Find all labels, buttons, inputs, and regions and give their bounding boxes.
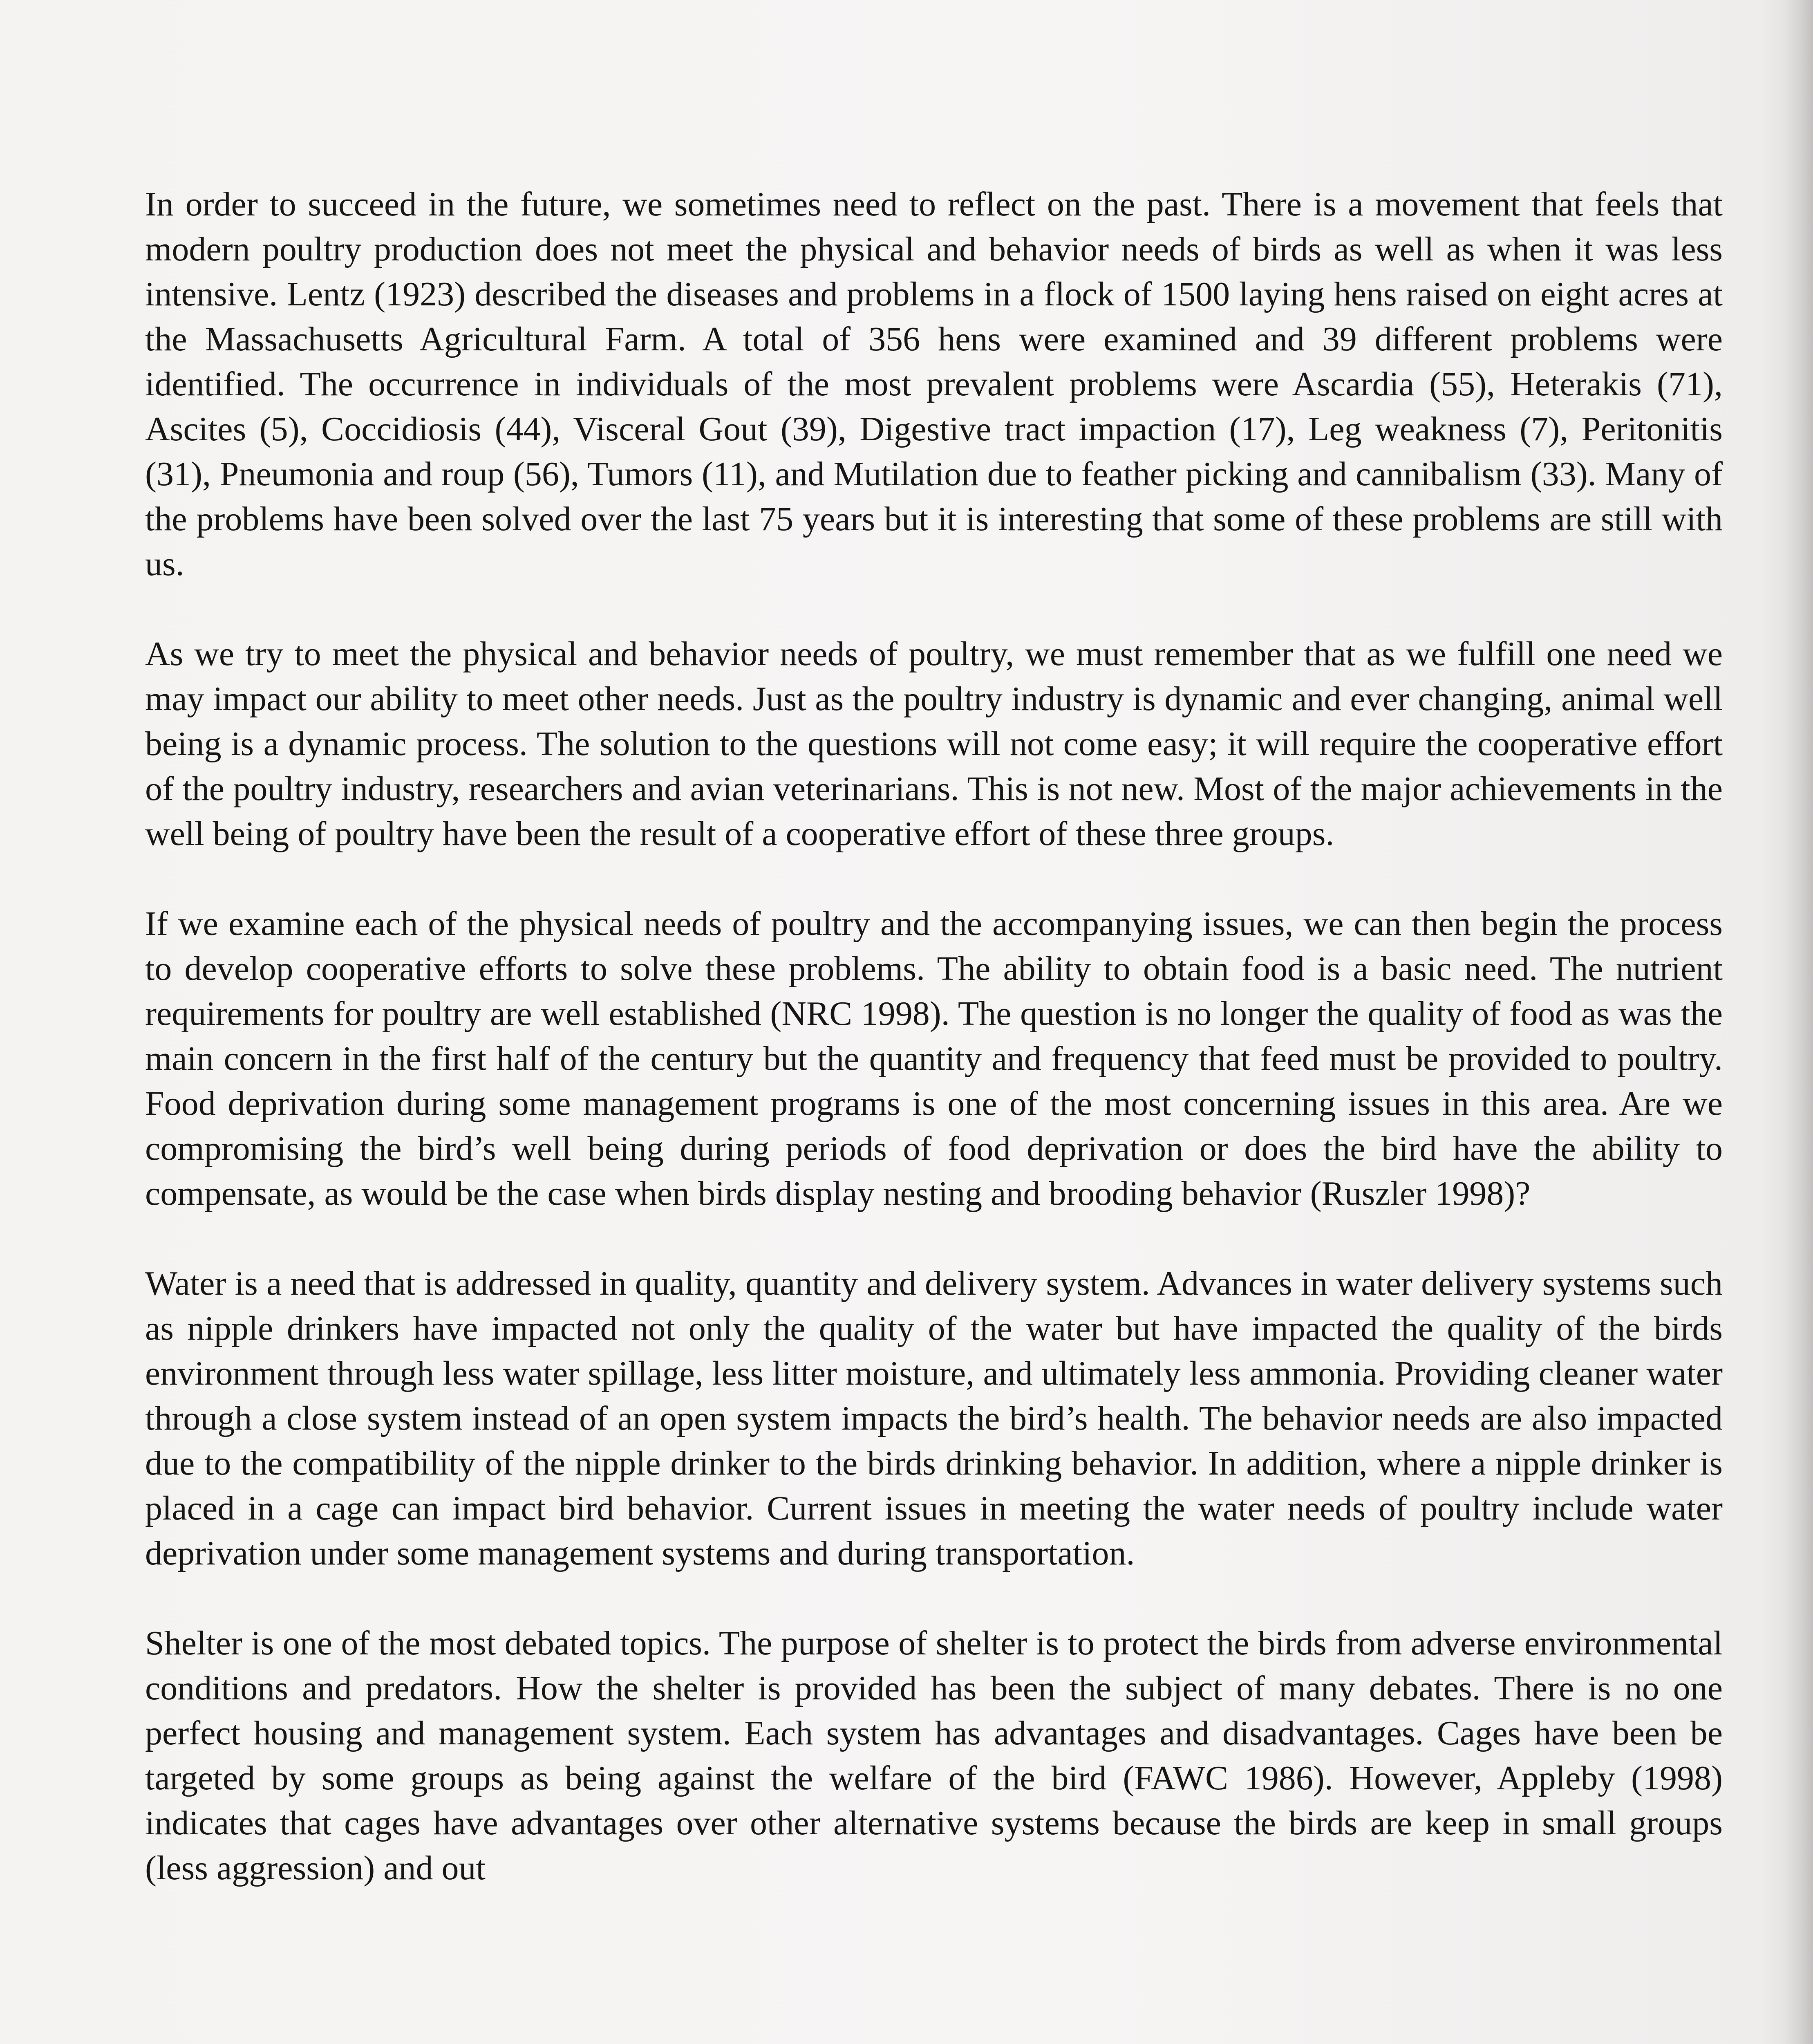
paragraph: Shelter is one of the most debated topics. The purpose of shelter is to protect the birds from adverse environmental conditions and predators. How the shelter is provided has been the subject of many debates. There is no one perfect housing and management system. Each system has advantages and disadvantages. Cages have been be targeted by some groups as being against the welfare of the bird (FAWC 1986). However, Appleby (1998) indicates that cages have advantages over other alternative systems because the birds are keep in small groups (less aggression) and out bbox=[145, 1624, 1723, 1887]
paragraph: In order to succeed in the future, we sometimes need to reflect on the past. There is a movement that feels that modern poultry production does not meet the physical and behavior needs of birds as well as when it was less intensive. Lentz (1923) described the diseases and problems in a flock of 1500 laying hens raised on eight acres at the Massachusetts Agricultural Farm. A total of 356 hens were examined and 39 different problems were identified. The occurrence in individuals of the most prevalent problems were Ascardia (55), Heterakis (71), Ascites (5), Coccidiosis (44), Visceral Gout (39), Digestive tract impaction (17), Leg weakness (7), Peritonitis (31), Pneumonia and roup (56), Tumors (11), and Mutilation due to feather picking and cannibalism (33). Many of the problems have been solved over the last 75 years but it is interesting that some of these problems are still with us. bbox=[145, 185, 1723, 583]
paragraph: As we try to meet the physical and behavior needs of poultry, we must remember that as we fulfill one need we may impact our ability to meet other needs. Just as the poultry industry is dynamic and ever changing, animal well being is a dynamic process. The solution to the questions will not come easy; it will require the cooperative effort of the poultry industry, researchers and avian veterinarians. This is not new. Most of the major achievements in the well being of poultry have been the result of a cooperative effort of these three groups. bbox=[145, 635, 1723, 853]
paragraph: Water is a need that is addressed in quality, quantity and delivery system. Advances in water delivery systems such as nipple drinkers have impacted not only the quality of the water but have impacted the quality of the birds environment through less water spillage, less litter moisture, and ultimately less ammonia. Providing cleaner water through a close system instead of an open system impacts the bird’s health. The behavior needs are also impacted due to the compatibility of the nipple drinker to the birds drinking behavior. In addition, where a nipple drinker is placed in a cage can impact bird behavior. Current issues in meeting the water needs of poultry include water deprivation under some management systems and during transportation. bbox=[145, 1264, 1723, 1572]
body-text bbox=[145, 182, 1723, 1936]
page-edge-shadow bbox=[1784, 0, 1813, 2044]
paragraph: If we examine each of the physical needs of poultry and the accompanying issues, we can then begin the process to develop cooperative efforts to solve these problems. The ability to obtain food is a basic need. The nutrient requirements for poultry are well established (NRC 1998). The question is no longer the quality of food as was the main concern in the first half of the century but the quantity and frequency that feed must be provided to poultry. Food deprivation during some management programs is one of the most concerning issues in this area. Are we compromising the bird’s well being during periods of food deprivation or does the bird have the ability to compensate, as would be the case when birds display nesting and brooding behavior (Ruszler 1998)? bbox=[145, 905, 1723, 1213]
